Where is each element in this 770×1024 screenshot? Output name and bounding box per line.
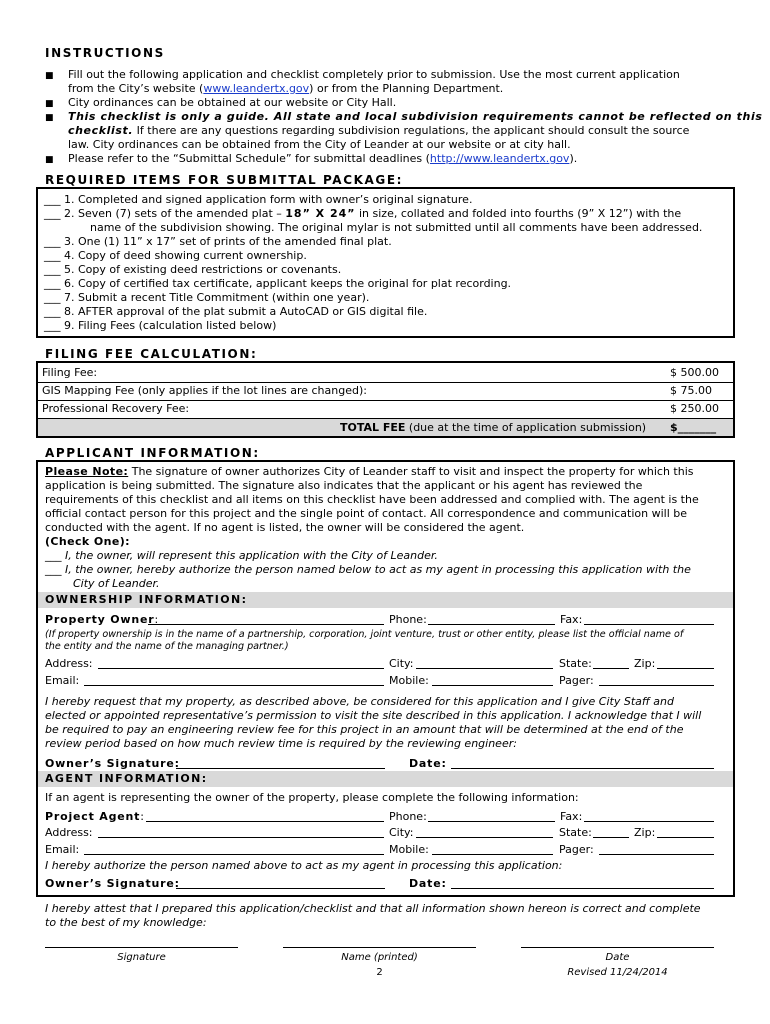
instruction-text: ) or from the Planning Department. xyxy=(309,82,504,95)
item-text: ___ 2. Seven (7) sets of the amended plat – xyxy=(44,207,286,220)
required-items-heading: REQUIRED ITEMS FOR SUBMITTAL PACKAGE: xyxy=(45,173,404,187)
owner-email-input[interactable] xyxy=(84,674,384,686)
instruction-text: ). xyxy=(569,152,578,165)
owner-city-input[interactable] xyxy=(416,657,553,669)
item-text: in size, collated and folded into fourths (9” X 12”) with the xyxy=(355,207,682,220)
instruction-3-line-2 xyxy=(68,124,689,138)
instruction-text: If there are any questions regarding subdivision regulations, the applicant should consult the source xyxy=(133,124,690,137)
item-bold-text: 18” X 24” xyxy=(285,207,356,220)
required-item-7: ___ 7. Submit a recent Title Commitment (within one year). xyxy=(44,291,370,304)
colon: : xyxy=(140,810,145,823)
agent-intro: If an agent is representing the owner of the property, please complete the following information: xyxy=(45,791,579,804)
agent-date-input[interactable] xyxy=(451,877,714,889)
note-line-3: requirements of this checklist and all items on this checklist have been addressed and complied with. The agent is the xyxy=(45,493,699,506)
required-item-2 xyxy=(44,207,681,221)
ownership-heading: OWNERSHIP INFORMATION: xyxy=(45,593,248,606)
fee-row-divider xyxy=(37,382,734,383)
agent-address-input[interactable] xyxy=(98,826,384,838)
required-item-1: ___ 1. Completed and signed application form with owner’s original signature. xyxy=(44,193,473,206)
project-agent-input[interactable] xyxy=(146,810,384,822)
check-blank[interactable]: ___ xyxy=(45,563,62,576)
option-text: I, the owner, hereby authorize the person named below to act as my agent in processing this application with the xyxy=(61,563,691,576)
instruction-4 xyxy=(68,152,577,166)
state-label: State: xyxy=(559,826,592,839)
instruction-text: from the City’s website ( xyxy=(68,82,204,95)
check-blank[interactable]: ___ xyxy=(45,549,62,562)
agent-email-input[interactable] xyxy=(84,843,384,855)
agent-heading: AGENT INFORMATION: xyxy=(45,772,208,785)
attest-date-line[interactable] xyxy=(521,947,714,948)
attest-line-1: I hereby attest that I prepared this application/checklist and that all information shown hereon is correct and complete xyxy=(45,902,701,915)
owner-signature-input[interactable] xyxy=(176,757,385,769)
page-number: 2 xyxy=(376,967,383,978)
agent-phone-input[interactable] xyxy=(428,810,555,822)
option-text: I, the owner, will represent this application with the City of Leander. xyxy=(61,549,438,562)
total-fee-bold: TOTAL FEE xyxy=(340,421,406,434)
state-label: State: xyxy=(559,657,592,670)
owner-pager-input[interactable] xyxy=(599,674,714,686)
pager-label: Pager: xyxy=(559,674,594,687)
instruction-2: City ordinances can be obtained at our website or City Hall. xyxy=(68,96,397,109)
agent-city-input[interactable] xyxy=(416,826,553,838)
fee-amount: $ 75.00 xyxy=(670,384,712,397)
request-line-1: I hereby request that my property, as described above, be considered for this application and I give City Staff and xyxy=(45,695,674,708)
fee-label: Filing Fee: xyxy=(42,366,98,379)
project-agent-label xyxy=(45,810,145,824)
bullet-icon: ■ xyxy=(45,99,54,109)
note-line-2: application is being submitted. The signature also indicates that the applicant or his agent has reviewed the xyxy=(45,479,643,492)
fee-label: Professional Recovery Fee: xyxy=(42,402,190,415)
zip-label: Zip: xyxy=(634,826,656,839)
fax-label: Fax: xyxy=(560,810,583,823)
fee-amount: $ 250.00 xyxy=(670,402,719,415)
owner-address-input[interactable] xyxy=(98,657,384,669)
agent-owner-signature-input[interactable] xyxy=(176,877,385,889)
property-owner-input[interactable] xyxy=(148,613,384,625)
submittal-schedule-link[interactable]: http://www.leandertx.gov xyxy=(429,152,570,165)
attest-name-line[interactable] xyxy=(283,947,476,948)
owner-fax-input[interactable] xyxy=(584,613,714,625)
check-one-label: (Check One): xyxy=(45,535,130,548)
fax-label: Fax: xyxy=(560,613,583,626)
option-authorize-agent-line-2: City of Leander. xyxy=(73,577,160,590)
mobile-label: Mobile: xyxy=(389,674,429,687)
filing-fee-heading: FILING FEE CALCULATION: xyxy=(45,347,258,361)
owner-state-input[interactable] xyxy=(593,657,629,669)
bullet-icon: ■ xyxy=(45,155,54,165)
date-label: Date: xyxy=(409,757,447,770)
option-owner-represent xyxy=(45,549,438,563)
phone-label: Phone: xyxy=(389,810,427,823)
required-item-5: ___ 5. Copy of existing deed restrictions or covenants. xyxy=(44,263,342,276)
agent-authorize-statement: I hereby authorize the person named above to act as my agent in processing this application: xyxy=(45,859,563,872)
note-text: The signature of owner authorizes City of Leander staff to visit and inspect the property for which this xyxy=(128,465,694,478)
instruction-1-line-2 xyxy=(68,82,503,96)
city-label: City: xyxy=(389,657,414,670)
instruction-bold-text: checklist. xyxy=(68,124,134,137)
ownership-entity-note-1: (If property ownership is in the name of a partnership, corporation, joint venture, trust or other entity, please list the official name of xyxy=(45,629,684,640)
agent-zip-input[interactable] xyxy=(657,826,714,838)
required-item-8: ___ 8. AFTER approval of the plat submit a AutoCAD or GIS digital file. xyxy=(44,305,428,318)
instruction-1-line-1: Fill out the following application and checklist completely prior to submission. Use the most current application xyxy=(68,68,680,81)
property-owner-text: Property Owner xyxy=(45,613,155,626)
total-fee-note: (due at the time of application submission) xyxy=(405,421,647,434)
owner-zip-input[interactable] xyxy=(657,657,714,669)
bullet-icon: ■ xyxy=(45,71,54,81)
revised-date: Revised 11/24/2014 xyxy=(567,967,668,978)
city-label: City: xyxy=(389,826,414,839)
request-line-2: elected or appointed representative’s permission to visit the site described in this application. I acknowledge that I will xyxy=(45,709,702,722)
attest-date-caption: Date xyxy=(605,952,630,963)
address-label: Address: xyxy=(45,826,93,839)
note-line-4: official contact person for this project and the single point of contact. All correspondence and communication will be xyxy=(45,507,688,520)
required-item-6: ___ 6. Copy of certified tax certificate, applicant keeps the original for plat recording. xyxy=(44,277,512,290)
project-agent-text: Project Agent xyxy=(45,810,141,823)
total-fee-label xyxy=(340,421,646,435)
required-item-9: ___ 9. Filing Fees (calculation listed below) xyxy=(44,319,277,332)
bullet-icon: ■ xyxy=(45,113,54,123)
request-line-3: be required to pay an engineering review fee for this project in an amount that will be determined at the end of the xyxy=(45,723,684,736)
email-label: Email: xyxy=(45,674,80,687)
required-item-3: ___ 3. One (1) 11” x 17” set of prints of the amended final plat. xyxy=(44,235,392,248)
address-label: Address: xyxy=(45,657,93,670)
email-label: Email: xyxy=(45,843,80,856)
attest-signature-line[interactable] xyxy=(45,947,238,948)
owner-phone-input[interactable] xyxy=(428,613,555,625)
attest-signature-caption: Signature xyxy=(117,952,166,963)
note-line-5: conducted with the agent. If no agent is listed, the owner will be considered the agent. xyxy=(45,521,525,534)
applicant-info-heading: APPLICANT INFORMATION: xyxy=(45,446,260,460)
property-owner-label xyxy=(45,613,159,627)
colon: : xyxy=(154,613,160,626)
agent-mobile-input[interactable] xyxy=(432,843,553,855)
owner-signature-label: Owner’s Signature: xyxy=(45,757,180,770)
pager-label: Pager: xyxy=(559,843,594,856)
agent-pager-input[interactable] xyxy=(599,843,714,855)
instruction-3-line-1: This checklist is only a guide. All state and local subdivision requirements cannot be reflected on this xyxy=(68,110,763,123)
owner-mobile-input[interactable] xyxy=(432,674,553,686)
please-note-label: Please Note: xyxy=(45,465,129,478)
mobile-label: Mobile: xyxy=(389,843,429,856)
phone-label: Phone: xyxy=(389,613,427,626)
request-line-4: review period based on how much review time is required by the reviewing engineer: xyxy=(45,737,517,750)
fee-amount: $ 500.00 xyxy=(670,366,719,379)
required-item-2-line-2: name of the subdivision showing. The original mylar is not submitted until all comments have been addressed. xyxy=(90,221,703,234)
total-fee-amount[interactable]: $_______ xyxy=(670,421,717,434)
fee-row-divider xyxy=(37,418,734,419)
owner-date-input[interactable] xyxy=(451,757,714,769)
agent-fax-input[interactable] xyxy=(584,810,714,822)
attest-line-2: to the best of my knowledge: xyxy=(45,916,207,929)
attest-name-caption: Name (printed) xyxy=(341,952,418,963)
agent-state-input[interactable] xyxy=(593,826,629,838)
city-website-link[interactable]: www.leandertx.gov xyxy=(203,82,310,95)
instruction-3-line-3: law. City ordinances can be obtained from the City of Leander at our website or at city hall. xyxy=(68,138,571,151)
date-label: Date: xyxy=(409,877,447,890)
owner-signature-label: Owner’s Signature: xyxy=(45,877,180,890)
required-item-4: ___ 4. Copy of deed showing current ownership. xyxy=(44,249,307,262)
fee-row-divider xyxy=(37,400,734,401)
instructions-heading: INSTRUCTIONS xyxy=(45,46,165,60)
note-line-1 xyxy=(45,465,693,479)
fee-label: GIS Mapping Fee (only applies if the lot lines are changed): xyxy=(42,384,367,397)
option-authorize-agent xyxy=(45,563,691,577)
instruction-text: Please refer to the “Submittal Schedule” for submittal deadlines ( xyxy=(68,152,430,165)
zip-label: Zip: xyxy=(634,657,656,670)
ownership-entity-note-2: the entity and the name of the managing partner.) xyxy=(45,641,289,652)
